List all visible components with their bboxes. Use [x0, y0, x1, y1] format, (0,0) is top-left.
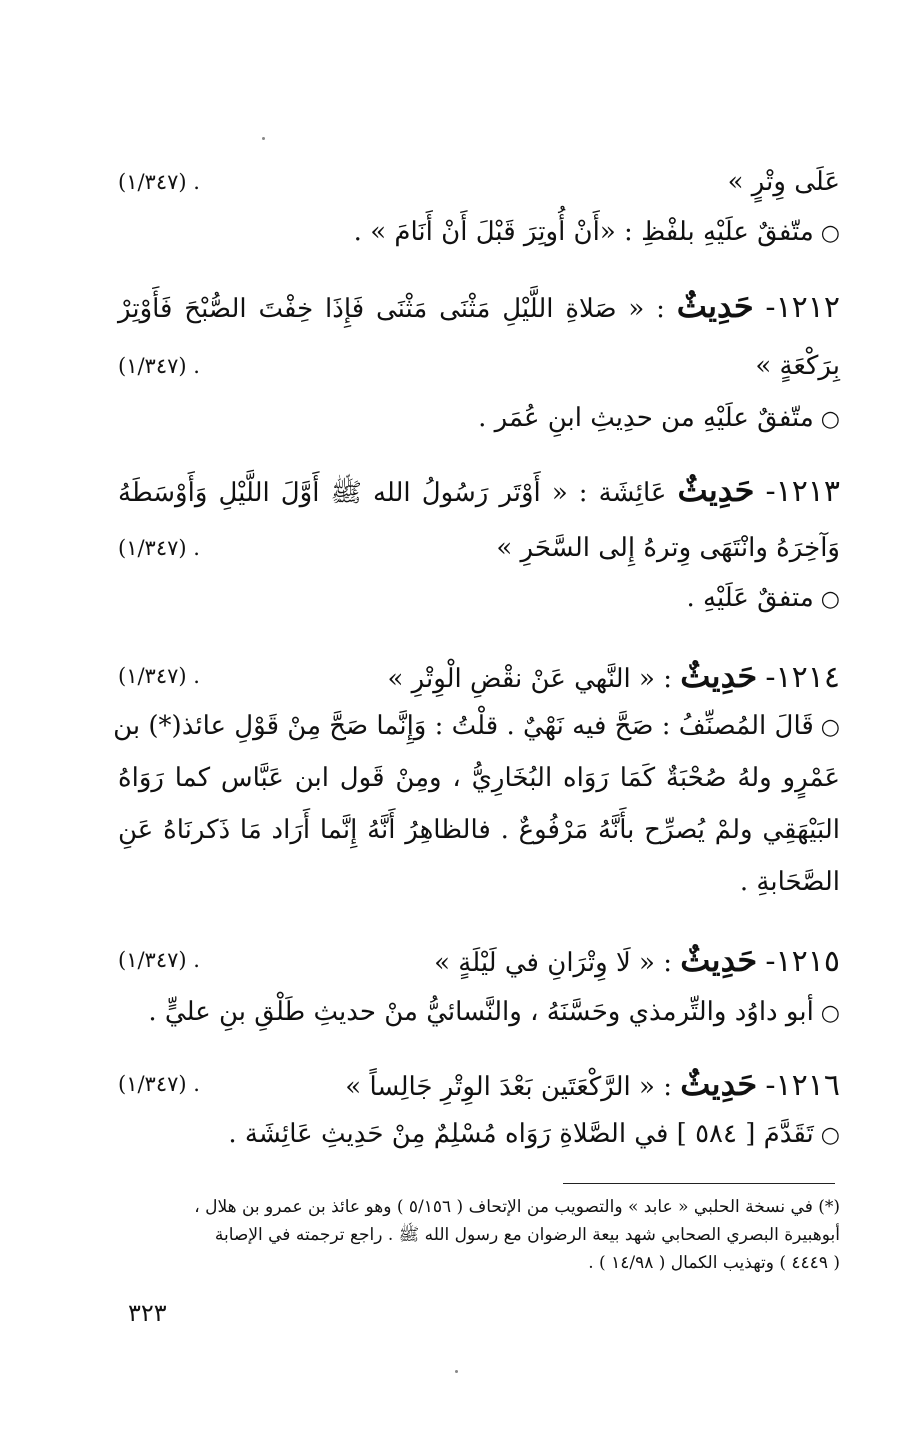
circle-bullet-icon: ○ [813, 221, 840, 246]
commentary-line: ○ متفقٌ عَلَيْهِ . [686, 583, 840, 613]
circle-bullet-icon: ○ [813, 1123, 840, 1148]
source-reference: (١/٣٤٧) . [118, 536, 200, 560]
hadith-1216-title-line: ١٢١٦- حَدِيثٌ : « الرَّكْعَتَين بَعْدَ الوِتْرِ جَالِساً » [345, 1065, 840, 1103]
commentary-line: الصَّحَابةِ . [739, 867, 840, 897]
hadith-continuation-line: عَلَى وِتْرٍ » [727, 167, 840, 197]
hadith-1212-title-line: ١٢١٢- حَدِيثٌ : « صَلاةِ اللَّيْلِ مَثْنَى مَثْنَى فَإِذَا خِفْتَ الصُّبْحَ فَأَوْتِرْ [118, 287, 841, 325]
source-reference: (١/٣٤٧) . [118, 1072, 200, 1096]
scan-speck [455, 1370, 458, 1373]
commentary-line: ○ متّفقٌ علَيْهِ بلفْظِ : «أَنْ أُوتِرَ قَبْلَ أَنْ أَنَامَ » . [353, 217, 840, 247]
footnote-line: (*) في نسخة الحلبي « عابد » والتصويب من الإتحاف ( ٥/١٥٦ ) وهو عائذ بن عمرو بن هلال ، [194, 1197, 840, 1217]
hadith-1214-title-line: ١٢١٤- حَدِيثٌ : « النَّهي عَنْ نقْضِ الْوِتْرِ » [387, 657, 840, 695]
footnote-line: ( ٤٤٤٩ ) وتهذيب الكمال ( ١٤/٩٨ ) . [588, 1253, 840, 1273]
hadith-1215-title-line: ١٢١٥- حَدِيثٌ : « لَا وِتْرَانِ في لَيْلَةٍ » [434, 941, 840, 979]
hadith-keyword: حَدِيثٌ [677, 471, 755, 509]
hadith-keyword: حَدِيثٌ [680, 657, 758, 695]
footnote-line: أبوهبيرة البصري الصحابي شهد بيعة الرضوان مع رسول الله ﷺ . راجع ترجمته في الإصابة [214, 1225, 840, 1245]
hadith-1212-line-2: بِرَكْعَةٍ » [755, 351, 840, 381]
circle-bullet-icon: ○ [813, 407, 840, 432]
commentary-line: البَيْهَقِي ولمْ يُصرِّح بأَنَّهُ مَرْفُوعٌ . فالظاهِرُ أَنَّهُ إِنَّما أَرَاد مَا ذَكرنَاهُ عَنِ [118, 815, 840, 845]
hadith-keyword: حَدِيثٌ [680, 941, 758, 979]
hadith-keyword: حَدِيثٌ [680, 1065, 758, 1103]
source-reference: (١/٣٤٧) . [118, 948, 200, 972]
hadith-number: ١٢١٥- [765, 944, 840, 979]
hadith-number: ١٢١٦- [765, 1068, 840, 1103]
circle-bullet-icon: ○ [813, 587, 840, 612]
circle-bullet-icon: ○ [813, 715, 840, 740]
commentary-line: عَمْرٍو ولهُ صُحْبَةٌ كَمَا رَوَاه البُخَارِيُّ ، ومِنْ قَول ابن عَبَّاس كما رَوَاهُ [118, 763, 840, 793]
commentary-line: ○ أبو داوُد والتِّرمذي وحَسَّنَهُ ، والنَّسائيُّ منْ حديثِ طَلْقِ بنِ عليٍّ . [148, 997, 840, 1027]
footnote-separator [563, 1183, 835, 1184]
commentary-line: ○ تَقَدَّمَ [ ٥٨٤ ] في الصَّلاةِ رَوَاه مُسْلِمٌ مِنْ حَدِيثِ عَائِشَة . [228, 1119, 840, 1149]
hadith-number: ١٢١٢- [765, 290, 841, 325]
source-reference: (١/٣٤٧) . [118, 664, 200, 688]
hadith-number: ١٢١٤- [765, 660, 840, 695]
commentary-line: ○ قَالَ المُصنِّفُ : صَحَّ فيه نَهْيٌ . قلْتُ : وَإِنَّما صَحَّ مِنْ قَوْلِ عائذ(*) بن [113, 711, 840, 741]
source-reference: (١/٣٤٧) . [118, 170, 200, 194]
hadith-1213-title-line: ١٢١٣- حَدِيثٌ عَائِشَة : « أَوْتَر رَسُولُ الله ﷺ أَوَّلَ اللَّيْلِ وَأَوْسَطَهُ [118, 471, 841, 509]
hadith-keyword: حَدِيثٌ [676, 287, 754, 325]
commentary-line: ○ متّفقٌ علَيْهِ من حدِيثِ ابنِ عُمَر . [478, 403, 840, 433]
page-number: ٣٢٣ [128, 1299, 167, 1327]
hadith-number: ١٢١٣- [765, 474, 841, 509]
source-reference: (١/٣٤٧) . [118, 354, 200, 378]
circle-bullet-icon: ○ [813, 1001, 840, 1026]
hadith-1213-line-2: وَآخِرَهُ وانْتَهَى وِترهُ إِلى السَّحَرِ » [496, 533, 840, 563]
scan-speck [262, 137, 265, 140]
